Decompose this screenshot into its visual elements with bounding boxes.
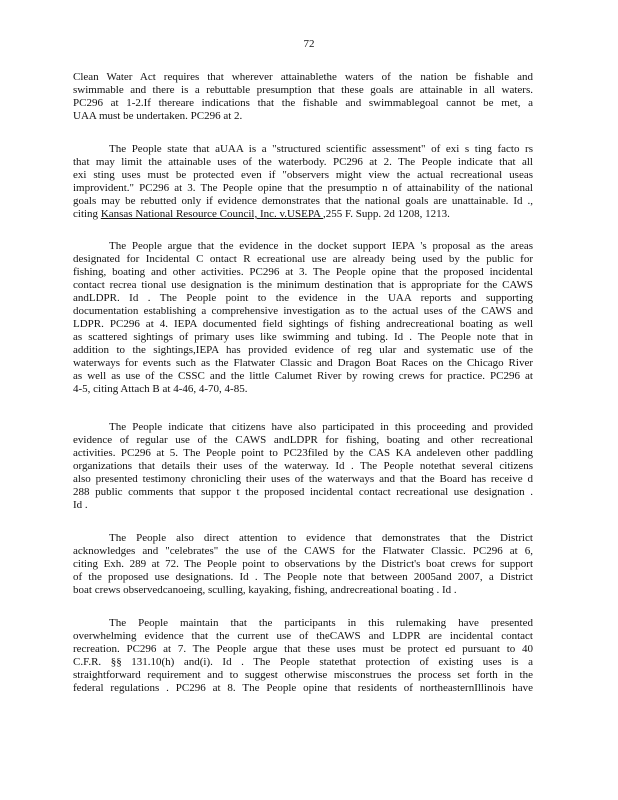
text-line: documentation establishing a comprehensive investigation as to the actual uses of the CAWS and: [73, 305, 533, 317]
text-line: federal regulations . PC296 at 8. The People opine that residents of northeasternIllinois have: [73, 682, 533, 694]
text-line: recreation. PC296 at 7. The People argue that these uses must be protect ed pursuant to 40: [73, 643, 533, 655]
text-line: The People argue that the evidence in the docket support IEPA 's proposal as the areas: [109, 240, 533, 252]
text-line: evidence of regular use of the CAWS andLDPR for fishing, boating and other recreational: [73, 434, 533, 446]
citation-prefix: citing: [73, 208, 101, 220]
text-line: The People also direct attention to evidence that demonstrates that the District: [109, 532, 533, 544]
text-line: Clean Water Act requires that wherever attainablethe waters of the nation be fishable and: [73, 71, 533, 83]
text-line: improvident." PC296 at 3. The People opine that the presumptio n of attainability of the national: [73, 182, 533, 194]
text-line: The People indicate that citizens have also participated in this proceeding and provided: [109, 421, 533, 433]
page-number: 72: [303, 38, 315, 50]
text-line: goals may be rebutted only if evidence demonstrates that the national goals are unattainable. Id .,: [73, 195, 533, 207]
text-line: boat crews observedcanoeing, sculling, kayaking, fishing, andrecreational boating . Id .: [73, 584, 457, 596]
paragraph-4: [73, 421, 533, 512]
text-line: waterways for events such as the Flatwater Classic and Dragon Boat Races on the Chicago River: [73, 357, 533, 369]
text-line: addition to the sightings,IEPA has provided evidence of reg ular and systematic use of the: [73, 344, 533, 356]
text-line: UAA must be undertaken. PC296 at 2.: [73, 110, 243, 122]
text-line: straightforward requirement and to suggest otherwise misconstrues the process set forth in the: [73, 669, 533, 681]
text-line: overwhelming evidence that the current use of theCAWS and LDPR are incidental contact: [73, 630, 533, 642]
text-line: andLDPR. Id . The People point to the evidence in the UAA reports and supporting: [73, 292, 533, 304]
text-line: 288 public comments that suppor t the proposed incidental contact recreational use designation .: [73, 486, 533, 498]
text-line: The People maintain that the participants in this rulemaking have presented: [109, 617, 533, 629]
text-line: acknowledges and "celebrates" the use of the CAWS for the Flatwater Classic. PC296 at 6,: [73, 545, 533, 557]
text-line: C.F.R. §§ 131.10(h) and(i). Id . The People statethat protection of existing uses is a: [73, 656, 533, 668]
text-line: as scattered sightings of primary uses like swimming and tubing. Id . The People note that in: [73, 331, 533, 343]
text-line: 4-5, citing Attach B at 4-46, 4-70, 4-85.: [73, 383, 248, 395]
text-line: of the proposed use designations. Id . The People note that between 2005and 2007, a District: [73, 571, 533, 583]
text-line: PC296 at 1-2.If thereare indications that the fishable and swimmablegoal cannot be met, a: [73, 97, 533, 109]
paragraph-2: [73, 143, 533, 221]
citation-suffix: ,255 F. Supp. 2d 1208, 1213.: [323, 208, 450, 220]
paragraph-6: [73, 617, 533, 695]
text-line: designated for Incidental C ontact R ecreational use are already being used by the public for: [73, 253, 533, 265]
text-line: organizations that details their uses of the waterway. Id . The People notethat several citizens: [73, 460, 533, 472]
text-line: Id .: [73, 499, 88, 511]
text-line: as well as use of the CSSC and the little Calumet River by rowing crews for practice. PC296 at: [73, 370, 533, 382]
paragraph-1: [73, 71, 533, 123]
text-line: that may limit the attainable uses of the waterbody. PC296 at 2. The People indicate that all: [73, 156, 533, 168]
text-line: fishing, boating and other activities. PC296 at 3. The People opine that the proposed incidental: [73, 266, 533, 278]
text-line: also presented testimony chronicling their uses of the waterways and that the Board has receive d: [73, 473, 533, 485]
text-line: The People state that aUAA is a "structured scientific assessment" of exi s ting facto rs: [109, 143, 533, 155]
text-line: exi sting uses must be protected even if "observers might view the actual recreational useas: [73, 169, 533, 181]
text-line: swimmable and there is a rebuttable presumption that these goals are attainable in all waters.: [73, 84, 533, 96]
case-citation: Kansas National Resource Council, Inc. v.USEPA: [100, 208, 324, 220]
text-line: LDPR. PC296 at 4. IEPA documented field sightings of fishing andrecreational boating as well: [73, 318, 533, 330]
text-line: contact recrea tional use designation is the minimum destination that is appropriate for the CAWS: [73, 279, 533, 291]
text-line: citing Exh. 289 at 72. The People point to observations by the District's boat crews for support: [73, 558, 533, 570]
paragraph-5: [73, 532, 533, 597]
text-line: activities. PC296 at 5. The People point to PC23filed by the CAS KA andeleven other paddling: [73, 447, 533, 459]
paragraph-3: [73, 240, 533, 396]
citation-line: [73, 208, 533, 221]
